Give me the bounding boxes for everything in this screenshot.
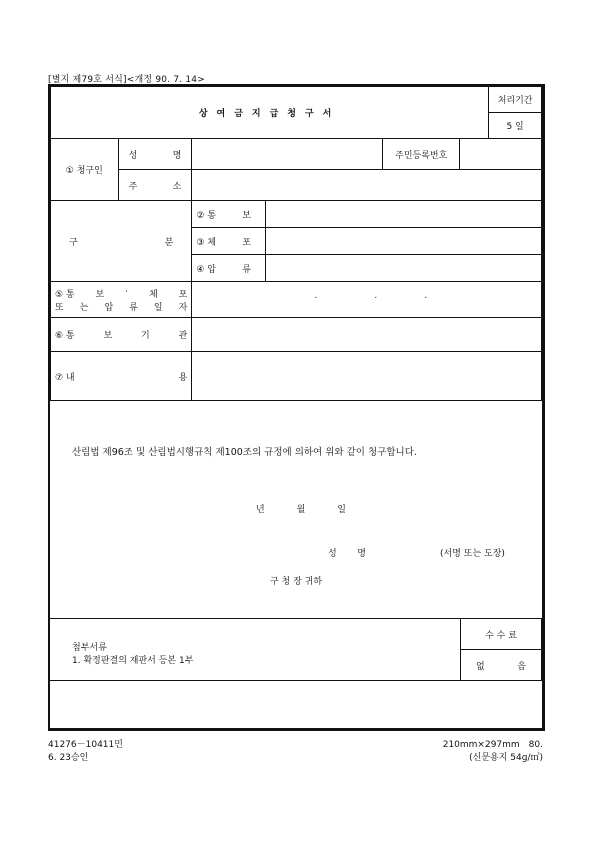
approval-date: 6. 23승인 bbox=[48, 753, 89, 763]
form-frame bbox=[48, 84, 545, 731]
claim-form-table bbox=[50, 86, 542, 401]
date-label: ⑤ 통 보 · 체 포 또 는 압 류 일 자 bbox=[51, 282, 192, 318]
form-title: 상여금지급청구서 bbox=[51, 87, 489, 139]
resident-id-label: 주민등록번호 bbox=[382, 139, 459, 170]
signature-label: 성 명 bbox=[328, 549, 366, 559]
signature-note: (서명 또는 도장) bbox=[440, 549, 505, 559]
category-arrest-field[interactable] bbox=[265, 228, 541, 255]
year-label: 년 bbox=[256, 505, 265, 515]
category-label: 구 분 bbox=[51, 201, 192, 282]
name-label: 성 명 bbox=[118, 139, 192, 170]
recipient: 구 청 장 귀하 bbox=[270, 577, 323, 587]
attachments-title: 첨부서류 bbox=[72, 643, 107, 653]
date-dot-1: . bbox=[314, 290, 318, 301]
paper-type: (신문용지 54g/㎡) bbox=[469, 753, 543, 763]
date-line bbox=[256, 502, 346, 515]
attachments bbox=[72, 642, 193, 668]
resident-id-field[interactable] bbox=[460, 139, 542, 170]
processing-period-value: 5 일 bbox=[489, 113, 542, 139]
date-dot-3: . bbox=[424, 290, 428, 301]
processing-period-label: 처리기간 bbox=[489, 87, 542, 113]
day-label: 일 bbox=[337, 505, 346, 515]
category-notify-field[interactable] bbox=[265, 201, 541, 228]
name-field[interactable] bbox=[192, 139, 383, 170]
date-dot-2: . bbox=[374, 290, 378, 301]
content-label: ⑦ 내 용 bbox=[51, 352, 192, 401]
category-seizure-label: ④ 압 류 bbox=[192, 255, 266, 282]
approval-number: 41276－10411민 bbox=[48, 740, 123, 750]
paper-size: 210mm×297mm 80. bbox=[442, 740, 543, 750]
month-label: 월 bbox=[296, 505, 306, 515]
fee-label: 수 수 료 bbox=[461, 619, 542, 650]
bottom-rule bbox=[50, 680, 542, 681]
address-field[interactable] bbox=[192, 170, 542, 201]
footer-left bbox=[48, 739, 123, 765]
statement-section bbox=[50, 404, 542, 618]
category-seizure-field[interactable] bbox=[265, 255, 541, 282]
attachment-item: 1. 확정판결의 재판서 등본 1부 bbox=[72, 656, 194, 666]
agency-field[interactable] bbox=[192, 318, 542, 352]
category-notify-label: ② 통 보 bbox=[192, 201, 266, 228]
statement-text: 산림법 제96조 및 산림법시행규칙 제100조의 규정에 의하여 위와 같이 청구합니다. bbox=[72, 447, 417, 458]
footer-right bbox=[443, 739, 543, 765]
agency-label: ⑥ 통 보 기 관 bbox=[51, 318, 192, 352]
content-field[interactable] bbox=[192, 352, 542, 401]
fee-value: 없 음 bbox=[461, 650, 542, 681]
category-arrest-label: ③ 체 포 bbox=[192, 228, 266, 255]
claimant-label: ① 청구인 bbox=[51, 139, 119, 201]
date-field[interactable] bbox=[192, 282, 542, 318]
form-number-note: [별지 제79호 서식]<개정 90. 7. 14> bbox=[48, 75, 205, 85]
fee-box bbox=[460, 618, 542, 681]
address-label: 주 소 bbox=[118, 170, 192, 201]
